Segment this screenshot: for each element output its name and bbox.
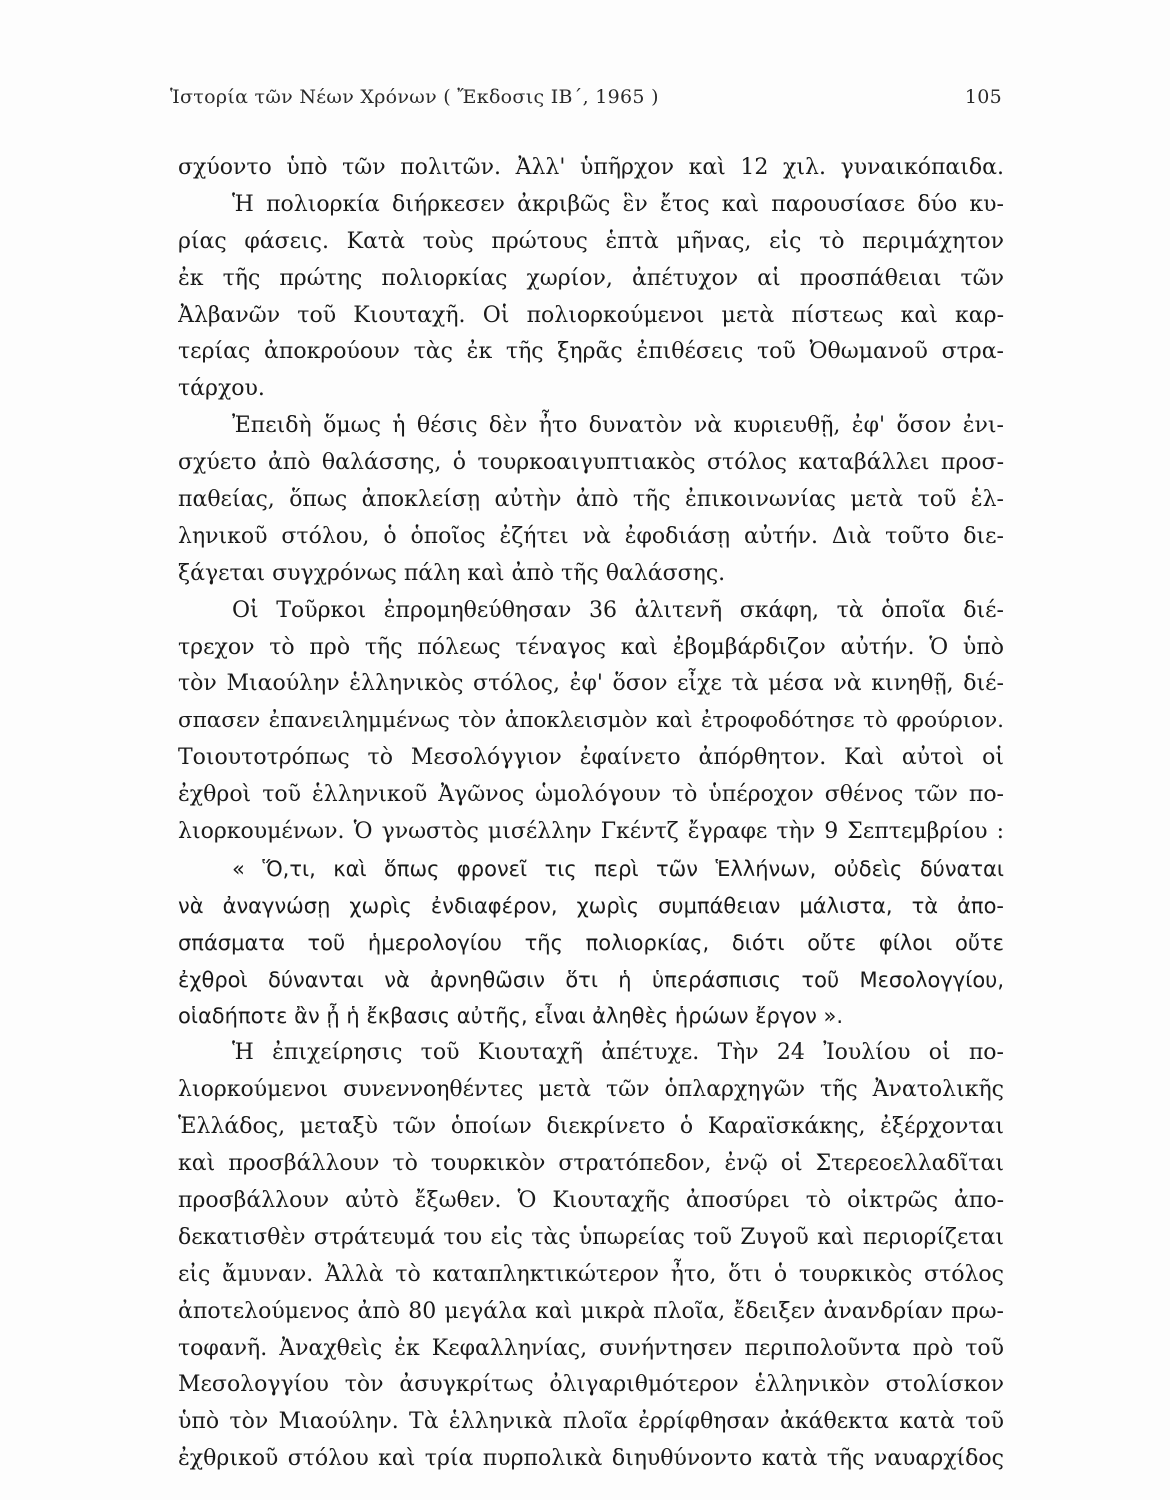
body-text [178,150,1004,1478]
text-line: παθείας, ὅπως ἀποκλείσῃ αὐτὴν ἀπὸ τῆς ἐπικοινωνίας μετὰ τοῦ ἑλ- [178,487,1004,513]
text-line: ληνικοῦ στόλου, ὁ ὁποῖος ἐζήτει νὰ ἐφοδιάσῃ αὐτήν. Διὰ τοῦτο διε- [178,523,1004,549]
text-line: εἰς ἄμυναν. Ἀλλὰ τὸ καταπληκτικώτερον ἦτο, ὅτι ὁ τουρκικὸς στόλος [178,1261,1004,1287]
text-line: Ἡ πολιορκία διήρκεσεν ἀκριβῶς ἓν ἔτος καὶ παρουσίασε δύο κυ- [232,191,1004,217]
text-line: ἀποτελούμενος ἀπὸ 80 μεγάλα καὶ μικρὰ πλοῖα, ἔδειξεν ἀνανδρίαν πρω- [178,1298,1004,1324]
text-line: σπασεν ἐπανειλημμένως τὸν ἀποκλεισμὸν καὶ ἐτροφοδότησε τὸ φρούριον. [178,708,1004,734]
text-line: ρίας φάσεις. Κατὰ τοὺς πρώτους ἑπτὰ μῆνας, εἰς τὸ περιμάχητον [178,228,1004,254]
text-line: Ἡ ἐπιχείρησις τοῦ Κιουταχῆ ἀπέτυχε. Τὴν 24 Ἰουλίου οἱ πο- [232,1040,1004,1066]
text-line: λιορκουμένων. Ὁ γνωστὸς μισέλλην Γκέντζ ἔγραφε τὴν 9 Σεπτεμβρίου : [178,819,1004,845]
text-line: ἐχθρικοῦ στόλου καὶ τρία πυρπολικὰ διηυθύνοντο κατὰ τῆς ναυαρχίδος [178,1446,1004,1472]
text-line: τοφανῆ. Ἀναχθεὶς ἐκ Κεφαλληνίας, συνήντησεν περιπολοῦντα πρὸ τοῦ [178,1335,1004,1361]
text-line: σχύετο ἀπὸ θαλάσσης, ὁ τουρκοαιγυπτιακὸς στόλος καταβάλλει προσ- [178,450,1004,476]
text-line: προσβάλλουν αὐτὸ ἔξωθεν. Ὁ Κιουταχῆς ἀποσύρει τὸ οἰκτρῶς ἀπο- [178,1187,1004,1213]
text-line: τάρχου. [178,376,265,402]
text-line: σχύοντο ὑπὸ τῶν πολιτῶν. Ἀλλ' ὑπῆρχον καὶ 12 χιλ. γυναικόπαιδα. [178,155,1004,180]
page-number: 105 [964,86,1002,108]
text-line: καὶ προσβάλλουν τὸ τουρκικὸν στρατόπεδον, ἐνῷ οἱ Στερεοελλαδῖται [178,1151,1004,1177]
text-line: τὸν Μιαούλην ἑλληνικὸς στόλος, ἐφ' ὅσον εἶχε τὰ μέσα νὰ κινηθῇ, διέ- [178,671,1004,697]
text-line: τερίας ἀποκρούουν τὰς ἐκ τῆς ξηρᾶς ἐπιθέσεις τοῦ Ὀθωμανοῦ στρα- [178,339,1004,365]
quote-line: « Ὅ,τι, καὶ ὅπως φρονεῖ τις περὶ τῶν Ἑλλήνων, οὐδεὶς δύναται [232,856,1004,881]
text-line: Ἑλλάδος, μεταξὺ τῶν ὁποίων διεκρίνετο ὁ Καραϊσκάκης, ἐξέρχονται [178,1114,1004,1140]
running-head [170,86,1002,116]
text-line: Τοιουτοτρόπως τὸ Μεσολόγγιον ἐφαίνετο ἀπόρθητον. Καὶ αὐτοὶ οἱ [178,745,1004,771]
quote-line: νὰ ἀναγνώσῃ χωρὶς ἐνδιαφέρον, χωρὶς συμπάθειαν μάλιστα, τὰ ἀπο- [178,893,1004,918]
text-line: ἐκ τῆς πρώτης πολιορκίας χωρίον, ἀπέτυχον αἱ προσπάθειαι τῶν [178,265,1004,291]
text-line: Ἀλβανῶν τοῦ Κιουταχῆ. Οἱ πολιορκούμενοι μετὰ πίστεως καὶ καρ- [178,302,1004,328]
text-line: Ἐπειδὴ ὅμως ἡ θέσις δὲν ἦτο δυνατὸν νὰ κυριευθῇ, ἐφ' ὅσον ἐνι- [232,413,1004,439]
text-line: Οἱ Τοῦρκοι ἐπρομηθεύθησαν 36 ἀλιτενῆ σκάφη, τὰ ὁποῖα διέ- [232,597,1004,623]
quote-line: σπάσματα τοῦ ἡμερολογίου τῆς πολιορκίας, διότι οὔτε φίλοι οὔτε [178,930,1004,955]
running-head-title: Ἱστορία τῶν Νέων Χρόνων ( Ἔκδοσις ΙΒ΄, 1965 ) [170,86,659,108]
text-line: ἐχθροὶ τοῦ ἑλληνικοῦ Ἀγῶνος ὡμολόγουν τὸ ὑπέροχον σθένος τῶν πο- [178,782,1004,808]
quote-line: οἱαδήποτε ἂν ᾖ ἡ ἔκβασις αὐτῆς, εἶναι ἀληθὲς ἡρώων ἔργον ». [178,1004,844,1029]
text-line: Μεσολογγίου τὸν ἀσυγκρίτως ὀλιγαριθμότερον ἑλληνικὸν στολίσκον [178,1372,1004,1398]
text-line: ὑπὸ τὸν Μιαούλην. Τὰ ἑλληνικὰ πλοῖα ἐρρίφθησαν ἀκάθεκτα κατὰ τοῦ [178,1409,1004,1435]
text-line: ξάγεται συγχρόνως πάλη καὶ ἀπὸ τῆς θαλάσσης. [178,560,726,586]
quote-line: ἐχθροὶ δύνανται νὰ ἀρνηθῶσιν ὅτι ἡ ὑπεράσπισις τοῦ Μεσολογγίου, [178,967,1004,992]
text-line: δεκατισθὲν στράτευμά του εἰς τὰς ὑπωρείας τοῦ Ζυγοῦ καὶ περιορίζεται [178,1224,1004,1250]
text-line: τρεχον τὸ πρὸ τῆς πόλεως τέναγος καὶ ἐβομβάρδιζον αὐτήν. Ὁ ὑπὸ [178,634,1004,660]
text-line: λιορκούμενοι συνεννοηθέντες μετὰ τῶν ὁπλαρχηγῶν τῆς Ἀνατολικῆς [178,1077,1004,1103]
